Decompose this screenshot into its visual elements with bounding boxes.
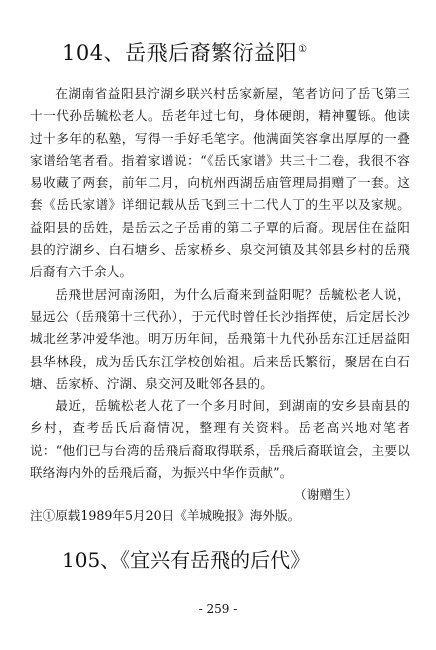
footnote-reference: ① [298,44,308,55]
paragraph: 岳飛世居河南汤阳，为什么后裔来到益阳呢？岳毓松老人说，显远公（岳飛第十三代孙），于元代时曾任长沙指挥使，后定居长沙城北丝茅冲爱华池。明万历年间，岳飛第十九代孙岳东江迁居益阳县华林段，成为岳氏东江学校创始祖。后来岳氏繁衍，聚居在白石塘、岳家桥、泞湖、泉交河及毗邻各县的。 [30,286,410,391]
page-number: - 259 - [198,602,238,616]
section-body [30,83,410,507]
section-title-text: 104、岳飛后裔繁衍益阳 [62,41,298,65]
section-title [62,36,422,67]
paragraph [30,395,410,503]
author-signature: （谢赠生） [294,487,358,503]
footnote: 注①原载1989年5月20日《羊城晚报》海外版。 [30,508,301,523]
paragraph: 在湖南省益阳县泞湖乡联兴村岳家新屋，笔者访问了岳飞第三十一代孙岳毓松老人。岳老年过七旬，身体硬朗，精神矍铄。他读过十多年的私塾，写得一手好毛笔字。他满面笑容拿出厚厚的一叠家谱给笔者看。指着家谱说：“《岳氏家谱》共三十二卷，我很不容易收藏了两套，前年二月，向杭州西湖岳庙管理局捐赠了一套。这套《岳氏家谱》详细记载从岳飞到三十二代人丁的生平以及家规。益阳县的岳姓，是岳云之子岳甫的第二子覃的后裔。现居住在益阳县的泞湖乡、白石塘乡、岳家桥乡、泉交河镇及其邻县乡村的岳飛后裔有六千余人。 [30,86,410,280]
paragraph-text: 最近，岳毓松老人花了一个多月时间，到湖南的安乡县南县的乡村，查考岳氏后裔情况，整理有关资料。岳老高兴地对笔者说：“他们已与台湾的岳飛后裔取得联系，岳飛后裔联谊会，主要以联络海内外的岳飛后裔，为振兴中华作贡献”。 [30,398,410,481]
next-section-title: 105、《宜兴有岳飛的后代》 [62,548,311,572]
